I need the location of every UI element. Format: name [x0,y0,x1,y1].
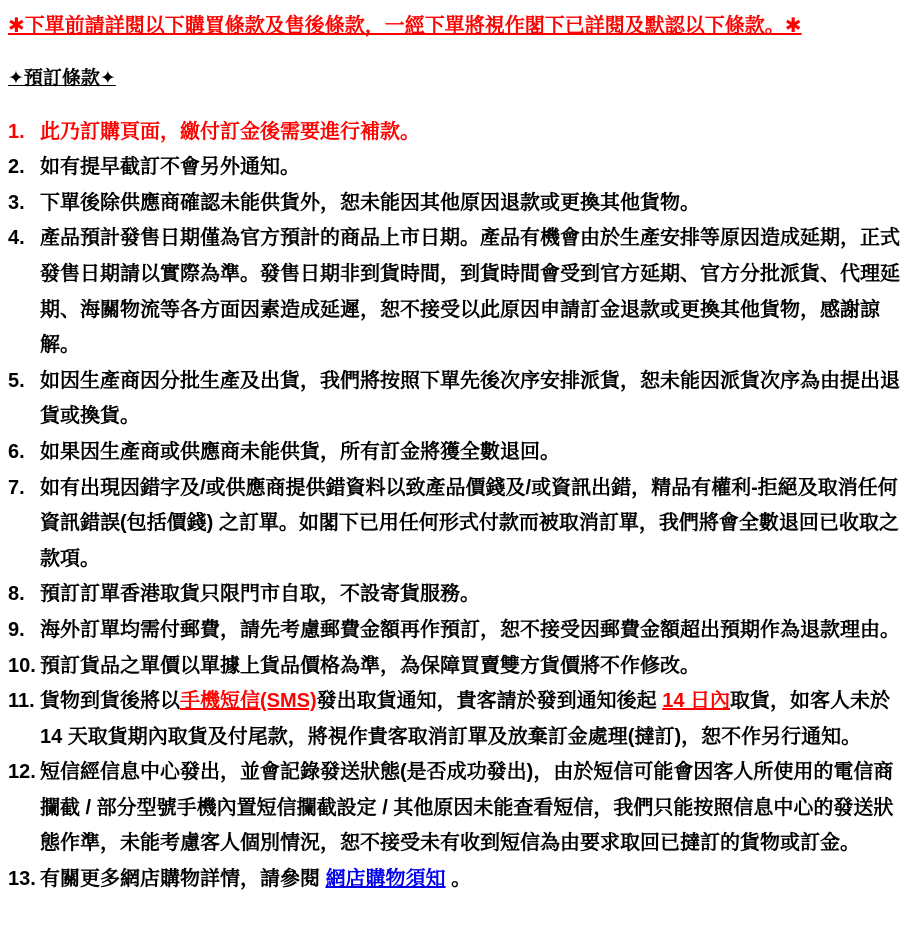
term-number: 10. [8,654,36,677]
term-segment: 如果因生產商或供應商未能供貨，所有訂金將獲全數退回。 [40,440,560,463]
term-item-8 [8,577,903,613]
term-number: 11. [8,690,35,713]
term-item-11 [8,684,903,755]
term-number: 6. [8,440,25,463]
shop-guide-link[interactable]: 網店購物須知 [325,868,446,891]
term-number: 4. [8,227,25,250]
term-text [40,471,903,578]
term-segment: 預訂訂單香港取貨只限門市自取，不設寄貨服務。 [40,583,480,606]
term-item-6 [8,435,903,471]
highlighted-phrase: 手機短信(SMS) [180,690,317,713]
term-number: 9. [8,618,25,641]
term-segment: 短信經信息中心發出，並會記錄發送狀態(是否成功發出)，由於短信可能會因客人所使用的電信商攔截 / 部分型號手機內置短信攔截設定 / 其他原因未能查看短信，我們只能按照信息中心的發送狀態作準，未能考慮客人個別情況，恕不接受未有收到短信為由要求取回已撻訂的貨物或訂金。 [40,761,894,855]
term-text [40,684,903,755]
term-text [40,221,903,363]
term-text [40,364,903,435]
term-number: 1. [8,120,25,143]
term-segment: 如有出現因錯字及/或供應商提供錯資料以致產品價錢及/或資訊出錯，精品有權利-拒絕及取消任何資訊錯誤(包括價錢) 之訂單。如閣下已用任何形式付款而被取消訂單，我們將會全數退回已收取之款項。 [40,476,899,570]
term-segment: 如因生產商因分批生產及出貨，我們將按照下單先後次序安排派貨，恕未能因派貨次序為由提出退貨或換貨。 [40,369,900,428]
term-number: 3. [8,191,25,214]
term-item-13 [8,862,903,898]
term-text [40,115,903,151]
term-text [40,186,903,222]
term-text [40,577,903,613]
term-number: 7. [8,476,25,499]
term-text [40,755,903,862]
term-item-4 [8,221,903,363]
term-number: 8. [8,583,25,606]
warning-header: ✱下單前請詳閱以下購買條款及售後條款，一經下單將視作閣下已詳閱及默認以下條款。✱ [8,15,802,37]
term-segment: 。 [445,868,472,891]
term-segment: 預訂貨品之單價以單據上貨品價格為準，為保障買賣雙方貨價將不作修改。 [40,654,700,677]
term-segment: 如有提早截訂不會另外通知。 [40,156,300,179]
term-item-5 [8,364,903,435]
term-number: 2. [8,156,25,179]
term-item-1 [8,115,903,151]
term-segment: 產品預計發售日期僅為官方預計的商品上市日期。產品有機會由於生產安排等原因造成延期，正式發售日期請以實際為準。發售日期非到貨時間，到貨時間會受到官方延期、官方分批派貨、代理延期、海關物流等各方面因素造成延遲，恕不接受以此原因申請訂金退款或更換其他貨物，感謝諒解。 [40,227,900,357]
term-text [40,649,903,685]
term-item-10 [8,649,903,685]
term-number: 12. [8,761,36,784]
term-segment: 海外訂單均需付郵費，請先考慮郵費金額再作預訂，恕不接受因郵費金額超出預期作為退款理由。 [40,618,900,641]
term-text [40,150,903,186]
term-item-3 [8,186,903,222]
terms-list [8,115,903,898]
term-number: 5. [8,369,25,392]
term-item-12 [8,755,903,862]
term-number: 13. [8,868,36,891]
term-segment: 此乃訂購頁面，繳付訂金後需要進行補款。 [40,120,420,143]
term-segment: 有關更多網店購物詳情，請參閱 [40,868,326,891]
term-text [40,862,903,898]
term-segment: 取貨，如客人未於 14 天取貨期內取貨及付尾款，將視作貴客取消訂單及放棄訂金處理(撻訂)，恕不作另行通知。 [40,690,891,748]
term-text [40,435,903,471]
term-segment: 貨物到貨後將以 [40,690,180,713]
term-segment: 發出取貨通知，貴客請於發到通知後起 [316,690,663,713]
term-item-9 [8,613,903,649]
section-title-preorder-terms: ✦預訂條款✦ [8,68,116,89]
highlighted-phrase: 14 日內 [662,690,731,713]
term-text [40,613,903,649]
term-item-7 [8,471,903,578]
term-item-2 [8,150,903,186]
term-segment: 下單後除供應商確認未能供貨外，恕未能因其他原因退款或更換其他貨物。 [40,191,700,214]
